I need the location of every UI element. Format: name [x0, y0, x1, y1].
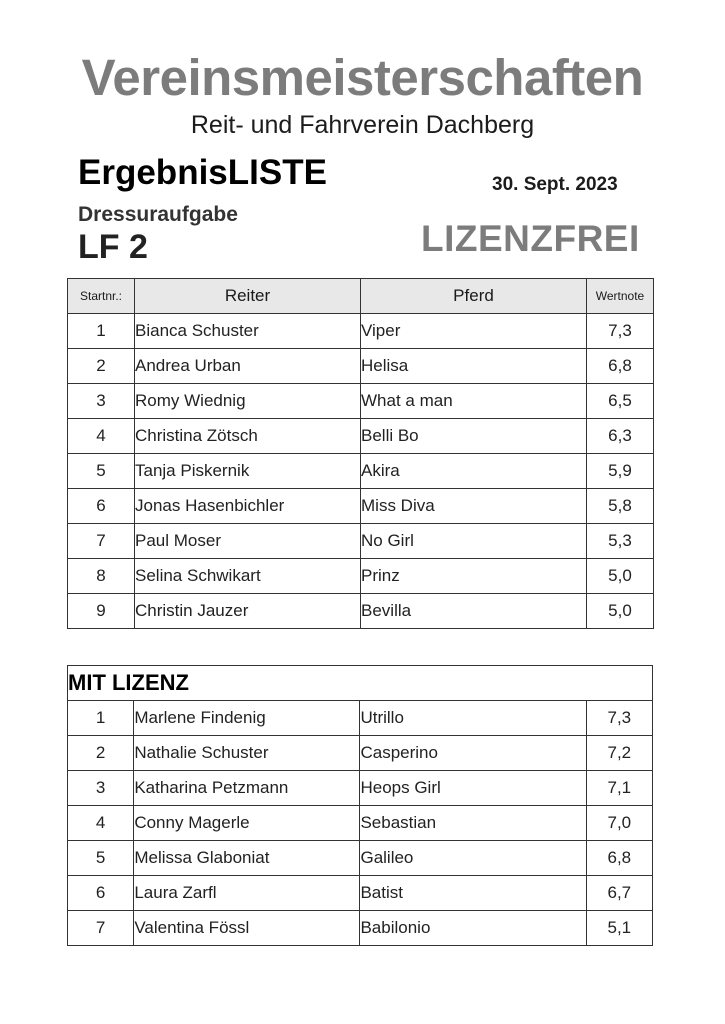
rider-name: Romy Wiednig — [135, 384, 361, 419]
rider-name: Melissa Glaboniat — [134, 841, 360, 876]
horse-name: Helisa — [361, 349, 587, 384]
results-table-mit-lizenz — [67, 665, 653, 946]
horse-name: Babilonio — [360, 911, 586, 946]
score-value: 7,3 — [586, 701, 652, 736]
rider-name: Marlene Findenig — [134, 701, 360, 736]
score-value: 5,0 — [587, 594, 654, 629]
rider-name: Christina Zötsch — [135, 419, 361, 454]
mit-lizenz-heading: MIT LIZENZ — [68, 666, 653, 701]
horse-name: Utrillo — [360, 701, 586, 736]
start-number: 4 — [68, 806, 134, 841]
table-row — [68, 841, 653, 876]
start-number: 6 — [68, 489, 135, 524]
table-row — [68, 806, 653, 841]
rider-name: Selina Schwikart — [135, 559, 361, 594]
rider-name: Valentina Fössl — [134, 911, 360, 946]
horse-name: Sebastian — [360, 806, 586, 841]
table-row — [68, 524, 654, 559]
table-row — [68, 559, 654, 594]
rider-name: Katharina Petzmann — [134, 771, 360, 806]
rider-name: Tanja Piskernik — [135, 454, 361, 489]
start-number: 5 — [68, 841, 134, 876]
score-value: 5,1 — [586, 911, 652, 946]
table-row — [68, 489, 654, 524]
score-value: 7,2 — [586, 736, 652, 771]
score-value: 5,0 — [587, 559, 654, 594]
rider-name: Andrea Urban — [135, 349, 361, 384]
score-value: 6,8 — [586, 841, 652, 876]
score-value: 6,7 — [586, 876, 652, 911]
club-name: Reit- und Fahrverein Dachberg — [190, 111, 535, 139]
start-number: 8 — [68, 559, 135, 594]
column-header-rider: Reiter — [135, 279, 361, 314]
horse-name: Belli Bo — [361, 419, 587, 454]
column-header-startnr: Startnr.: — [68, 279, 135, 314]
table-header-row — [68, 279, 654, 314]
horse-name: Miss Diva — [361, 489, 587, 524]
table-row — [68, 736, 653, 771]
rider-name: Conny Magerle — [134, 806, 360, 841]
score-value: 5,9 — [587, 454, 654, 489]
table-row — [68, 454, 654, 489]
score-value: 6,8 — [587, 349, 654, 384]
horse-name: Galileo — [360, 841, 586, 876]
rider-name: Christin Jauzer — [135, 594, 361, 629]
horse-name: What a man — [361, 384, 587, 419]
start-number: 3 — [68, 384, 135, 419]
table-row — [68, 314, 654, 349]
start-number: 6 — [68, 876, 134, 911]
task-label: Dressuraufgabe — [78, 203, 238, 226]
horse-name: Viper — [361, 314, 587, 349]
score-value: 5,8 — [587, 489, 654, 524]
start-number: 9 — [68, 594, 135, 629]
horse-name: Bevilla — [361, 594, 587, 629]
rider-name: Laura Zarfl — [134, 876, 360, 911]
results-table-lizenzfrei — [67, 278, 654, 629]
table-row — [68, 876, 653, 911]
start-number: 7 — [68, 524, 135, 559]
start-number: 5 — [68, 454, 135, 489]
page-title: Vereinsmeisterschaften — [81, 49, 644, 106]
table-row — [68, 419, 654, 454]
table-row — [68, 594, 654, 629]
start-number: 2 — [68, 349, 135, 384]
results-list-heading: ErgebnisLISTE — [78, 153, 327, 192]
score-value: 6,3 — [587, 419, 654, 454]
horse-name: Akira — [361, 454, 587, 489]
table-row — [68, 349, 654, 384]
horse-name: Prinz — [361, 559, 587, 594]
table-row — [68, 384, 654, 419]
score-value: 6,5 — [587, 384, 654, 419]
score-value: 7,0 — [586, 806, 652, 841]
category-label: LIZENZFREI — [421, 218, 640, 259]
start-number: 1 — [68, 701, 134, 736]
table-row — [68, 771, 653, 806]
table-row — [68, 911, 653, 946]
horse-name: No Girl — [361, 524, 587, 559]
rider-name: Paul Moser — [135, 524, 361, 559]
start-number: 1 — [68, 314, 135, 349]
score-value: 7,3 — [587, 314, 654, 349]
horse-name: Heops Girl — [360, 771, 586, 806]
event-date: 30. Sept. 2023 — [492, 174, 618, 195]
start-number: 2 — [68, 736, 134, 771]
start-number: 4 — [68, 419, 135, 454]
column-header-score: Wertnote — [587, 279, 654, 314]
start-number: 7 — [68, 911, 134, 946]
column-header-horse: Pferd — [361, 279, 587, 314]
table-row — [68, 701, 653, 736]
horse-name: Batist — [360, 876, 586, 911]
section-header-row — [68, 666, 653, 701]
rider-name: Bianca Schuster — [135, 314, 361, 349]
rider-name: Jonas Hasenbichler — [135, 489, 361, 524]
score-value: 5,3 — [587, 524, 654, 559]
horse-name: Casperino — [360, 736, 586, 771]
score-value: 7,1 — [586, 771, 652, 806]
rider-name: Nathalie Schuster — [134, 736, 360, 771]
start-number: 3 — [68, 771, 134, 806]
class-label: LF 2 — [78, 228, 148, 266]
